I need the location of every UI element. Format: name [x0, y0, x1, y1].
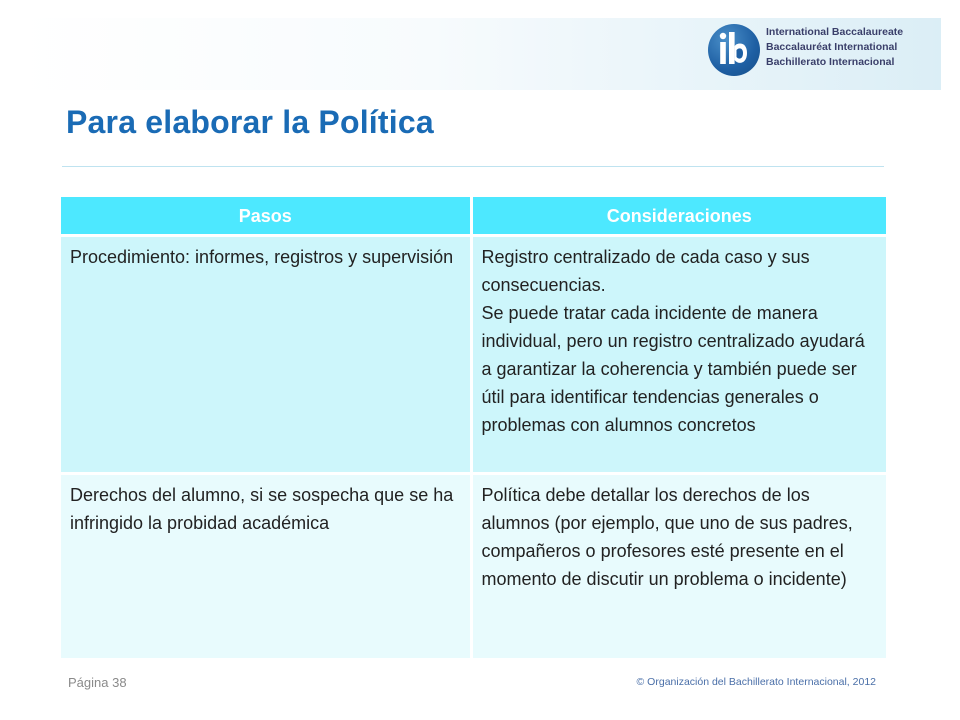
considerations-cell — [471, 236, 886, 474]
step-cell — [61, 236, 471, 474]
header-consideraciones: Consideraciones — [471, 197, 886, 236]
table-row — [61, 236, 886, 474]
considerations-cell — [471, 474, 886, 658]
title-divider — [62, 166, 884, 167]
logo-line-english: International Baccalaureate — [766, 26, 904, 38]
page-number: Página 38 — [68, 675, 127, 690]
consideration-text: Política debe detallar los derechos de los alumnos (por ejemplo, que uno de sus padres, compañeros o profesores esté presente en el momento de discutir un problema o incidente) — [481, 485, 853, 589]
slide-title: Para elaborar la Política — [66, 104, 434, 140]
step-cell — [61, 474, 471, 658]
ib-logo-text — [766, 25, 941, 70]
logo-line-french: Baccalauréat International — [766, 41, 898, 53]
consideration-text: Registro centralizado de cada caso y sus consecuencias. — [481, 247, 810, 295]
step-text: Procedimiento: informes, registros y supervisión — [70, 247, 454, 267]
logo-line-spanish: Bachillerato Internacional — [766, 56, 895, 68]
header-pasos: Pasos — [61, 197, 471, 236]
table-header-row — [61, 197, 886, 236]
step-text: Derechos del alumno, si se sospecha que se ha infringido la probidad académica — [70, 485, 454, 533]
consideration-text: Se puede tratar cada incidente de manera individual, pero un registro centralizado ayudará a garantizar la coherencia y también puede ser útil para identificar tendencias generales o problemas con alumnos concretos — [481, 303, 865, 435]
copyright-notice: © Organización del Bachillerato Internacional, 2012 — [636, 676, 876, 688]
steps-table — [61, 197, 886, 658]
ib-logo — [708, 22, 938, 78]
ib-logo-mark — [708, 24, 760, 76]
table-row — [61, 474, 886, 658]
